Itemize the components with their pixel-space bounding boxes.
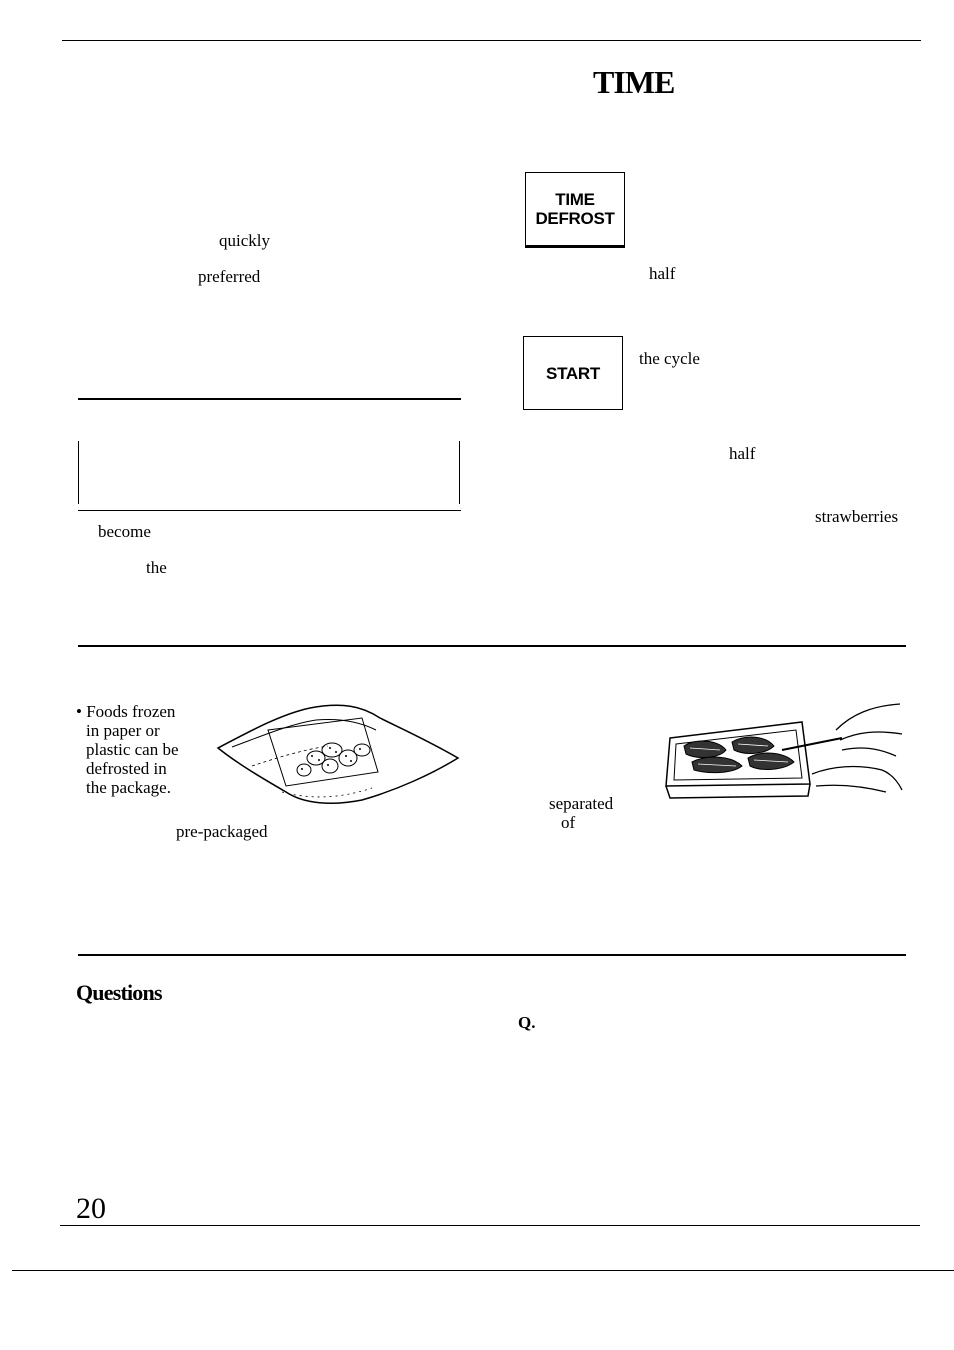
page-bottom-rule xyxy=(12,1270,954,1271)
text-of: of xyxy=(561,813,576,832)
caption-line: plastic can be xyxy=(86,740,179,759)
top-rule xyxy=(62,40,921,41)
note-box-bottom xyxy=(78,510,461,511)
time-defrost-line1: TIME xyxy=(555,190,595,209)
page-number: 20 xyxy=(76,1192,106,1225)
caption-line: the package. xyxy=(86,778,171,797)
text-the: the xyxy=(146,558,167,577)
left-section-rule xyxy=(78,398,461,400)
time-defrost-underline xyxy=(525,246,625,248)
time-defrost-line2: DEFROST xyxy=(535,209,615,228)
text-the-cycle: the cycle xyxy=(639,349,700,368)
note-box-left xyxy=(78,441,79,504)
text-become: become xyxy=(98,522,151,541)
text-half-1: half xyxy=(649,264,676,283)
start-label: START xyxy=(546,363,600,383)
page-title: TIME xyxy=(593,64,675,100)
questions-heading: Questions xyxy=(76,980,162,1005)
package-caption xyxy=(76,702,179,797)
text-pre-packaged: pre-packaged xyxy=(176,822,268,841)
text-preferred: preferred xyxy=(198,267,261,286)
caption-line: • Foods frozen xyxy=(76,702,176,721)
questions-rule xyxy=(78,954,906,956)
time-defrost-button[interactable] xyxy=(525,172,625,246)
question-marker: Q. xyxy=(518,1013,536,1032)
text-separated: separated xyxy=(549,794,614,813)
caption-line: defrosted in xyxy=(86,759,167,778)
start-button[interactable] xyxy=(523,336,623,410)
separating-meat-illustration xyxy=(662,700,906,804)
text-quickly: quickly xyxy=(219,231,270,250)
text-half-2: half xyxy=(729,444,756,463)
caption-line: in paper or xyxy=(86,721,160,740)
footer-rule xyxy=(60,1225,920,1226)
mid-rule xyxy=(78,645,906,647)
text-strawberries: strawberries xyxy=(815,507,899,526)
frozen-strawberries-package-illustration xyxy=(212,700,462,808)
note-box-right xyxy=(459,441,460,504)
